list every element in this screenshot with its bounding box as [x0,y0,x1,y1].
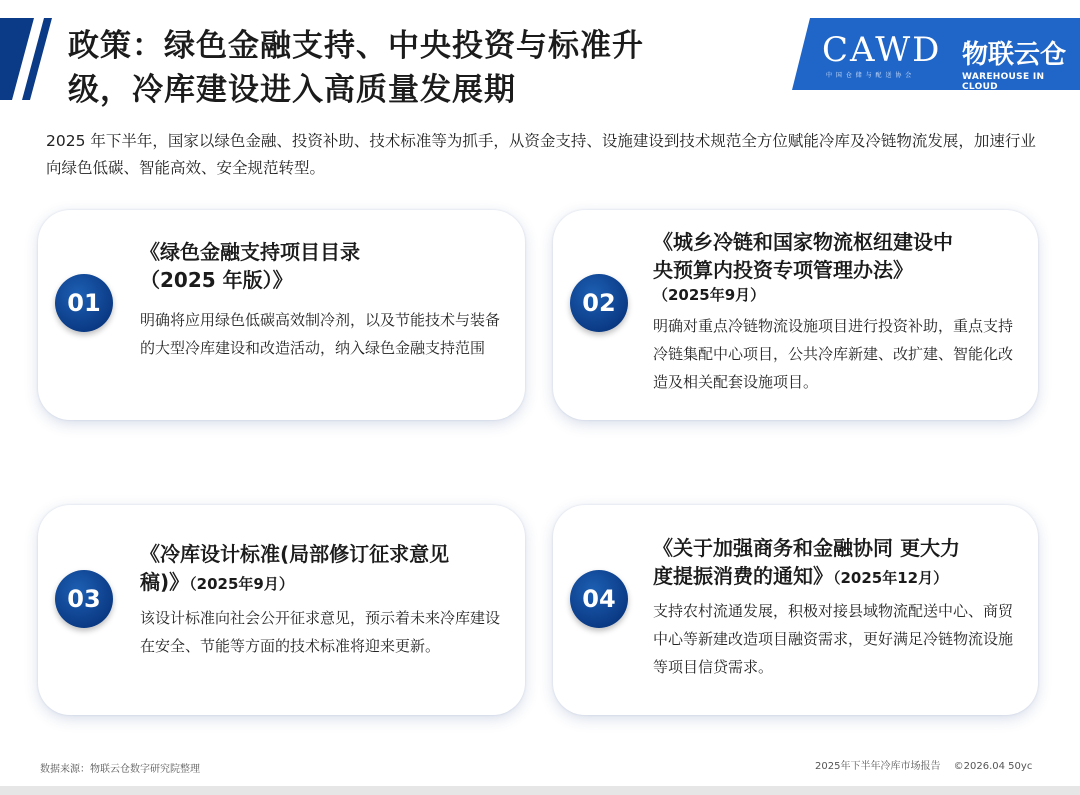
data-source-note: 数据来源：物联云仓数字研究院整理 [40,764,200,775]
card-number-badge: 01 [55,274,113,332]
cawd-logo-subtitle: 中 国 仓 储 与 配 送 协 会 [826,72,913,79]
page-title-line2: 级，冷库建设进入高质量发展期 [68,72,516,108]
card-number-badge: 04 [570,570,628,628]
report-footer [815,757,1042,772]
report-name: 2025年下半年冷库市场报告 [815,761,941,772]
warehouse-cloud-logo: 物联云仓 [962,40,1067,70]
card-title-line1: 《冷库设计标准(局部修订征求意见 [140,542,450,566]
card-title-line2: 稿)》 [140,570,190,594]
card-body: 明确对重点冷链物流设施项目进行投资补助，重点支持冷链集配中心项目，公共冷库新建、改扩建、智能化改造及相关配套设施项目。 [653,317,1014,391]
title-accent-bar [0,18,52,100]
page-title-line1: 政策：绿色金融支持、中央投资与标准升 [68,28,644,64]
card-date: （2025年9月） [653,286,766,304]
card-body: 支持农村流通发展，积极对接县域物流配送中心、商贸中心等新建改造项目融资需求，更好满足冷链物流设施等项目信贷需求。 [653,602,1014,676]
card-title-line2: （2025 年版）》 [140,268,293,292]
bottom-strip [0,786,1080,795]
intro-paragraph: 2025 年下半年，国家以绿色金融、投资补助、技术标准等为抓手，从资金支持、设施建设到技术规范全方位赋能冷库及冷链物流发展，加速行业向绿色低碳、智能高效、安全规范转型。 [46,132,1036,177]
card-title [140,238,510,294]
page-title [68,24,748,112]
cawd-logo: CAWD [822,30,942,70]
copyright: ©2026.04 50yc [953,761,1033,772]
warehouse-cloud-logo-en: WAREHOUSE IN CLOUD [962,72,1045,92]
card-title [653,228,1023,284]
card-title-line2: 度提振消费的通知》 [653,564,833,588]
card-title [653,534,1023,592]
card-title-line1: 《关于加强商务和金融协同 更大力 [653,536,960,560]
card-title [140,540,510,598]
card-body: 该设计标准向社会公开征求意见，预示着未来冷库建设在安全、节能等方面的技术标准将迎来更新。 [140,609,501,655]
card-date: （2025年12月） [833,569,949,587]
card-title-line1: 《城乡冷链和国家物流枢纽建设中 [653,230,953,254]
card-title-line2: 央预算内投资专项管理办法》 [653,258,913,282]
card-number-badge: 03 [55,570,113,628]
card-body: 明确将应用绿色低碳高效制冷剂，以及节能技术与装备的大型冷库建设和改造活动，纳入绿色金融支持范围 [140,311,501,357]
card-number-badge: 02 [570,274,628,332]
card-title-line1: 《绿色金融支持项目目录 [140,240,360,264]
card-date: （2025年9月） [189,575,294,593]
